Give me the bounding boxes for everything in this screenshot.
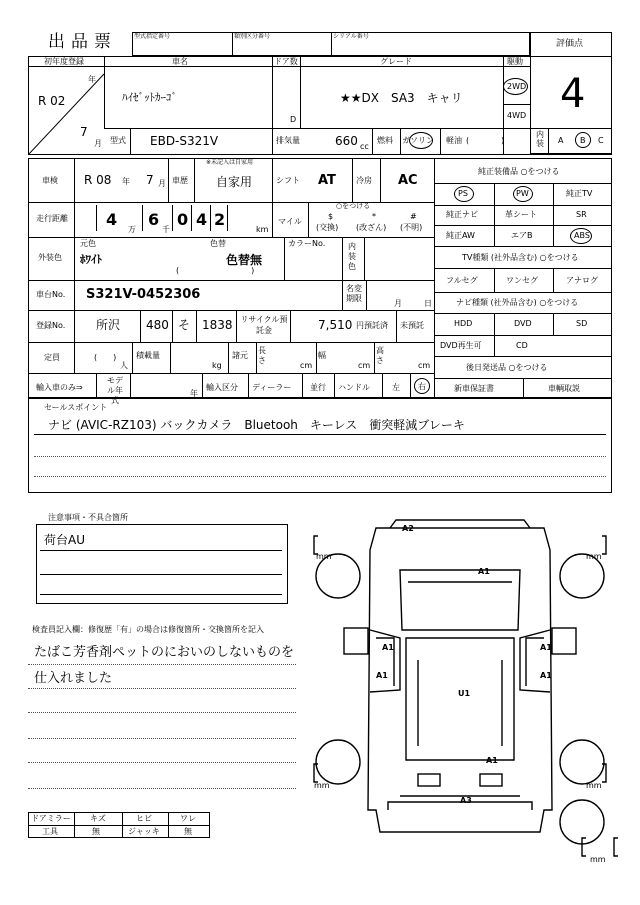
chassis-value: S321V-0452306 (86, 287, 201, 302)
sales-text: ナビ (AVIC-RZ103) バックカメラ Bluetooh キーレス 衝突軽減ブレーキ (48, 418, 465, 432)
drive-2wd: 2WD (507, 82, 527, 91)
shift-value: AT (318, 173, 336, 188)
shift-label: シフト (276, 176, 300, 185)
fuel-label: 燃料 (377, 136, 393, 145)
name-change-label: 名変期限 (346, 284, 362, 303)
length-unit: cm (300, 361, 313, 370)
sales-point-box (28, 398, 612, 493)
reg-area: 所沢 (96, 318, 121, 332)
interior-label: 内装 (536, 130, 544, 148)
equip-ps[interactable]: PS (458, 189, 468, 198)
equip-aw[interactable]: 純正AW (446, 231, 475, 240)
dvd-play-label[interactable]: DVD再生可 (440, 341, 482, 350)
shaken-era: R 08 (84, 173, 112, 187)
repaint-value: 色替無 (226, 253, 263, 267)
import-label: 輸入車のみ⇒ (36, 383, 83, 392)
vehicle-name-label: 車名 (172, 57, 188, 66)
name-change-day: 日 (424, 299, 432, 308)
history-label: 車歴 (172, 176, 188, 185)
legend-jack: ジャッキ (128, 827, 160, 836)
handle-right: 右 (418, 382, 426, 391)
equip-abs[interactable]: ABS (574, 231, 590, 240)
damage-label: A1 (540, 671, 552, 680)
navi-hdd[interactable]: HDD (454, 319, 473, 328)
equip-navi[interactable]: 純正ナビ (446, 210, 478, 219)
mm-label: mm (314, 781, 330, 790)
recycle-paid: 円預託済 (356, 321, 388, 330)
interior-b: B (580, 136, 586, 145)
damage-label: A1 (382, 643, 394, 652)
shaken-month-suffix: 月 (158, 179, 166, 188)
equip-tv[interactable]: 純正TV (566, 189, 593, 198)
equip-airbag[interactable]: エアB (511, 231, 533, 240)
legend-tools: 工具 (42, 827, 58, 836)
damage-label: A1 (478, 567, 490, 576)
equip-leather[interactable]: 革シート (505, 210, 537, 219)
legend-scratch: キズ (90, 814, 106, 823)
shaken-year-suffix: 年 (122, 177, 130, 186)
equipment-title: 純正装備品 ○をつける (478, 167, 560, 176)
meter-circle-note: ○をつける (336, 202, 371, 210)
model-value: EBD-S321V (150, 134, 219, 148)
sales-label: セールスポイント (44, 403, 108, 412)
width-unit: cm (358, 361, 371, 370)
first-reg-label: 初年度登録 (44, 57, 84, 66)
color-no-label: カラーNo. (288, 239, 326, 248)
displacement-label: 排気量 (276, 136, 300, 145)
equip-pw[interactable]: PW (516, 189, 529, 198)
legend-jack-value: 無 (184, 827, 192, 836)
recycle-amount: 7,510 (318, 318, 353, 332)
equip-sr[interactable]: SR (576, 210, 587, 219)
damage-label: A3 (460, 796, 472, 805)
fuel-other: ( ) (466, 136, 505, 145)
width-label: 幅 (318, 351, 326, 360)
score-value: 4 (560, 71, 586, 117)
mm-label: mm (586, 781, 602, 790)
model-cert-label: 型式指定番号 (134, 33, 171, 40)
cooling-value: AC (398, 173, 418, 188)
model-year-label: モデル年式 (107, 376, 123, 405)
doors-label: ドア数 (274, 57, 298, 66)
mile-label: マイル (278, 217, 302, 226)
reg-label: 登録No. (36, 321, 66, 330)
cooling-label: 冷房 (356, 176, 372, 185)
mileage-label: 走行距離 (36, 214, 68, 223)
navi-sd[interactable]: SD (576, 319, 588, 328)
legend-tools-value: 無 (92, 827, 100, 836)
meter-unknown-sub: (不明) (400, 223, 423, 232)
drive-label: 駆動 (507, 57, 523, 66)
after-warranty[interactable]: 新車保証書 (454, 384, 494, 393)
legend-break: ワレ (180, 814, 196, 823)
meter-tamper: * (372, 212, 376, 221)
tv-analog[interactable]: アナログ (566, 276, 598, 285)
capacity-value: ( ) (94, 353, 117, 362)
legend-door-mirror: ドアミラー (31, 814, 71, 823)
history-note: ※未記入は自家用 (206, 159, 254, 166)
meter-unknown: # (410, 212, 417, 221)
load-label: 積載量 (136, 351, 160, 360)
handle-label: ハンドル (338, 383, 370, 392)
model-year-unit: 年 (190, 389, 198, 398)
height-label: 高さ (376, 346, 384, 365)
model-label: 型式 (110, 136, 126, 145)
fuel-gasoline: ガソリン (402, 136, 434, 145)
doors-value: D (290, 115, 297, 124)
interior-c: C (598, 136, 604, 145)
category-label: 類別区分番号 (234, 33, 271, 40)
mm-label: mm (590, 855, 606, 864)
form-title: 出品票 (48, 32, 117, 52)
cc-unit: cc (360, 142, 369, 151)
name-change-month: 月 (394, 299, 402, 308)
tv-fullseg[interactable]: フルセグ (446, 276, 478, 285)
mm-label: mm (586, 552, 602, 561)
chassis-label: 車台No. (36, 290, 66, 299)
handle-left: 左 (392, 383, 400, 392)
recycle-unpaid: 未預託 (400, 321, 424, 330)
import-dealer: ディーラー (252, 383, 292, 392)
interior-color-label: 内装色 (348, 242, 356, 271)
mileage-sen: 千 (162, 225, 170, 234)
damage-label: A2 (402, 524, 414, 533)
length-label: 長さ (258, 346, 266, 365)
reg-class: 480 (146, 318, 169, 332)
mileage-digit: 4 (196, 210, 208, 229)
tv-oneseg[interactable]: ワンセグ (506, 276, 538, 285)
navi-title: ナビ種類 (社外品含む) ○をつける (456, 298, 579, 307)
history-value: 自家用 (216, 175, 253, 189)
cd-label[interactable]: CD (516, 341, 528, 350)
mileage-digit: 6 (148, 210, 160, 229)
dims-label: 諸元 (232, 351, 248, 360)
shaken-month: 7 (146, 173, 154, 187)
capacity-label: 定員 (44, 353, 60, 362)
damage-label: A1 (376, 671, 388, 680)
capacity-unit: 人 (120, 361, 128, 370)
km-unit: km (256, 225, 269, 234)
damage-label: A1 (486, 756, 498, 765)
notes-text: 荷台AU (44, 533, 85, 547)
import-type-label: 輸入区分 (206, 383, 238, 392)
damage-label: A1 (540, 643, 552, 652)
inspector-label: 検査員記入欄：修復歴「有」の場合は修復箇所・交換箇所を記入 (32, 625, 264, 634)
mileage-digit: 4 (106, 210, 118, 229)
reg-kana: そ (178, 318, 191, 332)
serial-label: シリアル番号 (333, 33, 369, 40)
first-reg-year-suffix: 年 (88, 75, 96, 84)
grade-label: グレード (380, 57, 412, 66)
first-reg-month-suffix: 月 (94, 139, 102, 148)
import-parallel: 並行 (310, 383, 326, 392)
grade-value: ★★DX SA3 キャリ (340, 91, 463, 105)
displacement-value: 660 (335, 134, 358, 148)
after-title: 後日発送品 ○をつける (466, 363, 548, 372)
tv-title: TV種類 (社外品含む) ○をつける (462, 253, 579, 262)
meter-swap: $ (328, 212, 334, 221)
notes-label: 注意事項・不具合箇所 (48, 513, 128, 522)
repaint-paren: ( ) (176, 266, 255, 275)
after-manual[interactable]: 車輌取説 (548, 384, 580, 393)
meter-tamper-sub: (改ざん) (356, 223, 387, 232)
height-unit: cm (418, 361, 431, 370)
score-label: 評価点 (556, 39, 584, 49)
mileage-digit: 2 (214, 210, 226, 229)
vehicle-name: ﾊｲｾﾞｯﾄｶｰｺﾞ (122, 91, 177, 104)
damage-label: U1 (458, 689, 471, 698)
mm-label: mm (316, 552, 332, 561)
fuel-diesel: 軽油 (446, 136, 462, 145)
first-reg-month: 7 (80, 125, 88, 139)
first-reg-era: R 02 (38, 94, 66, 108)
navi-dvd[interactable]: DVD (514, 319, 532, 328)
reg-number: 1838 (202, 318, 233, 332)
interior-a: A (558, 136, 564, 145)
legend-crack: ヒビ (136, 814, 152, 823)
mileage-man: 万 (128, 225, 136, 234)
exterior-label: 外装色 (38, 253, 62, 262)
inspector-line2: 仕入れました (34, 671, 113, 686)
load-unit: kg (212, 361, 222, 370)
inspector-line1: たばこ芳香剤ペットのにおいのしないものを (34, 645, 295, 660)
recycle-label: リサイクル預託金 (240, 315, 288, 335)
original-color-label: 元色 (80, 239, 96, 248)
meter-swap-sub: (交換) (316, 223, 339, 232)
repaint-label: 色替 (210, 239, 226, 248)
shaken-label: 車検 (42, 176, 58, 185)
original-color: ﾎﾜｲﾄ (80, 253, 102, 266)
drive-4wd: 4WD (507, 111, 527, 120)
mileage-digit: 0 (177, 210, 189, 229)
